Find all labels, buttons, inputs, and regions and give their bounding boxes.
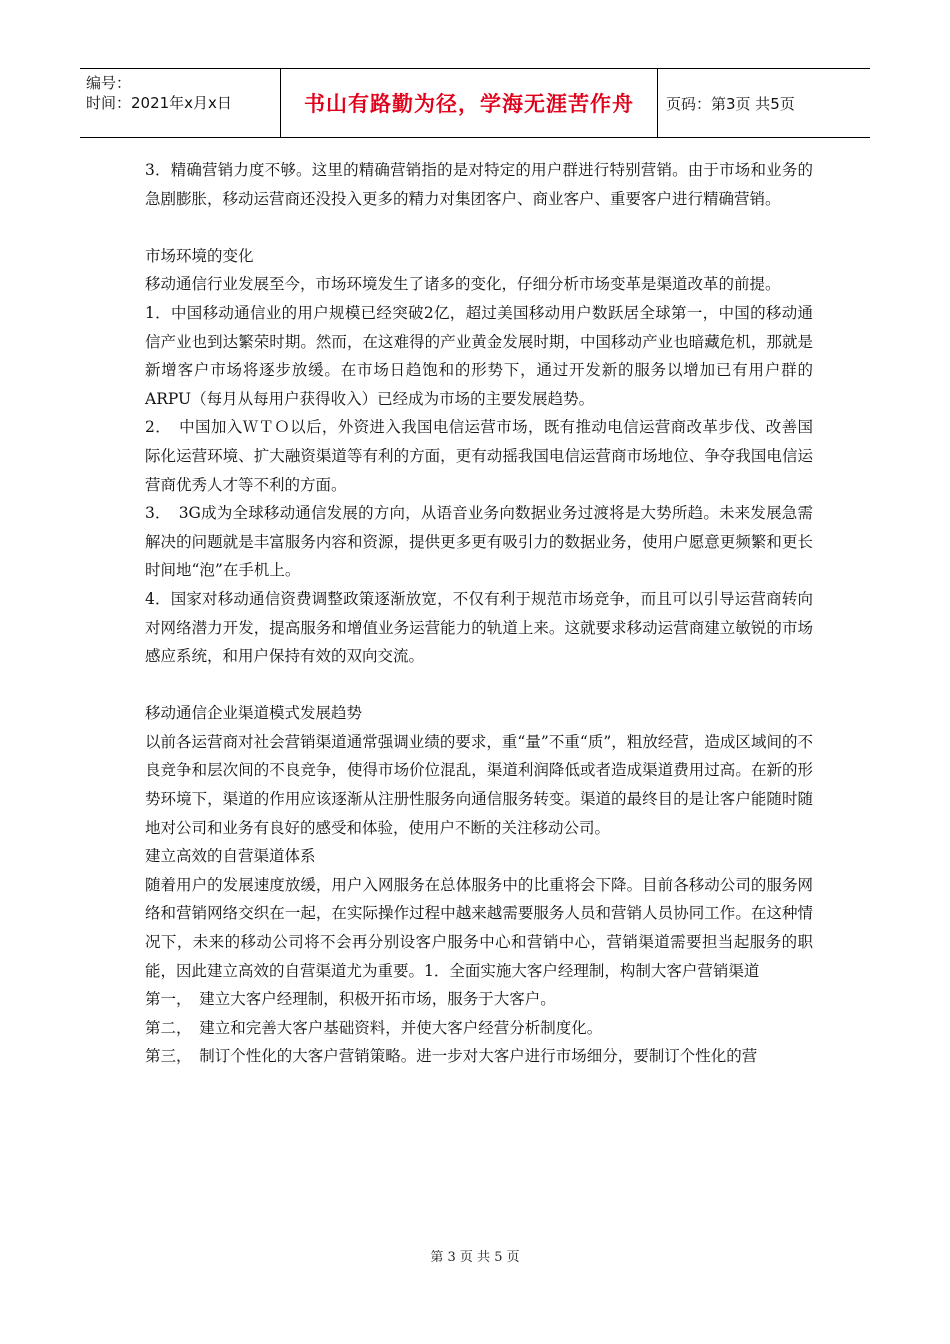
document-body xyxy=(145,156,813,1071)
header-page-info: 页码：第3页 共5页 xyxy=(666,94,795,113)
paragraph: 移动通信行业发展至今，市场环境发生了诸多的变化，仔细分析市场变革是渠道改革的前提。 xyxy=(145,275,781,294)
paragraph: 1．中国移动通信业的用户规模已经突破2亿，超过美国移动用户数跃居全球第一，中国的移动通信产业也到达繁荣时期。然而，在这难得的产业黄金发展时期，中国移动产业也暗藏危机，那就是新增客户市场将逐步放缓。在市场日趋饱和的形势下，通过开发新的服务以增加已有用户群的ARPU（每月从每用户获得收入）已经成为市场的主要发展趋势。 xyxy=(145,303,813,408)
section-heading: 建立高效的自营渠道体系 xyxy=(145,847,316,866)
header-meta xyxy=(80,69,280,137)
section-heading: 市场环境的变化 xyxy=(145,246,254,265)
paragraph: 第二， 建立和完善大客户基础资料，并使大客户经营分析制度化。 xyxy=(145,1018,603,1037)
document-number-label: 编号： xyxy=(86,74,132,92)
page-header xyxy=(80,68,870,138)
paragraph-gap xyxy=(145,671,813,700)
document-time-label: 时间：2021年x月x日 xyxy=(86,94,232,112)
paragraph: 4．国家对移动通信资费调整政策逐渐放宽，不仅有利于规范市场竞争，而且可以引导运营商转向对网络潜力开发，提高服务和增值业务运营能力的轨道上来。这就要求移动运营商建立敏锐的市场感应系统，和用户保持有效的双向交流。 xyxy=(145,589,813,666)
paragraph: 第三， 制订个性化的大客户营销策略。进一步对大客户进行市场细分，要制订个性化的营 xyxy=(145,1047,758,1066)
section-heading: 移动通信企业渠道模式发展趋势 xyxy=(145,704,363,723)
paragraph-gap xyxy=(145,213,813,242)
paragraph: 3． 3G成为全球移动通信发展的方向，从语音业务向数据业务过渡将是大势所趋。未来发展急需解决的问题就是丰富服务内容和资源，提供更多更有吸引力的数据业务，使用户愿意更频繁和更长时间地“泡”在手机上。 xyxy=(145,504,813,580)
paragraph: 2． 中国加入ＷＴＯ以后，外资进入我国电信运营市场，既有推动电信运营商改革步伐、改善国际化运营环境、扩大融资渠道等有利的方面，更有动摇我国电信运营商市场地位、争夺我国电信运营商优秀人才等不利的方面。 xyxy=(145,418,813,494)
page-footer: 第 3 页 共 5 页 xyxy=(430,1250,520,1265)
paragraph: 3．精确营销力度不够。这里的精确营销指的是对特定的用户群进行特别营销。由于市场和业务的急剧膨胀，移动运营商还没投入更多的精力对集团客户、商业客户、重要客户进行精确营销。 xyxy=(145,161,813,208)
paragraph: 随着用户的发展速度放缓，用户入网服务在总体服务中的比重将会下降。目前各移动公司的服务网络和营销网络交织在一起，在实际操作过程中越来越需要服务人员和营销人员协同工作。在这种情况下，未来的移动公司将不会再分别设客户服务中心和营销中心，营销渠道需要担当起服务的职能，因此建立高效的自营渠道尤为重要。1．全面实施大客户经理制，构制大客户营销渠道 xyxy=(145,875,813,980)
paragraph: 第一， 建立大客户经理制，积极开拓市场，服务于大客户。 xyxy=(145,990,556,1009)
header-motto: 书山有路勤为径，学海无涯苦作舟 xyxy=(280,69,658,137)
paragraph: 以前各运营商对社会营销渠道通常强调业绩的要求，重“量”不重“质”，粗放经营，造成区域间的不良竞争和层次间的不良竞争，使得市场价位混乱，渠道利润降低或者造成渠道费用过高。在新的形势环境下，渠道的作用应该逐渐从注册性服务向通信服务转变。渠道的最终目的是让客户能随时随地对公司和业务有良好的感受和体验，使用户不断的关注移动公司。 xyxy=(145,732,813,837)
